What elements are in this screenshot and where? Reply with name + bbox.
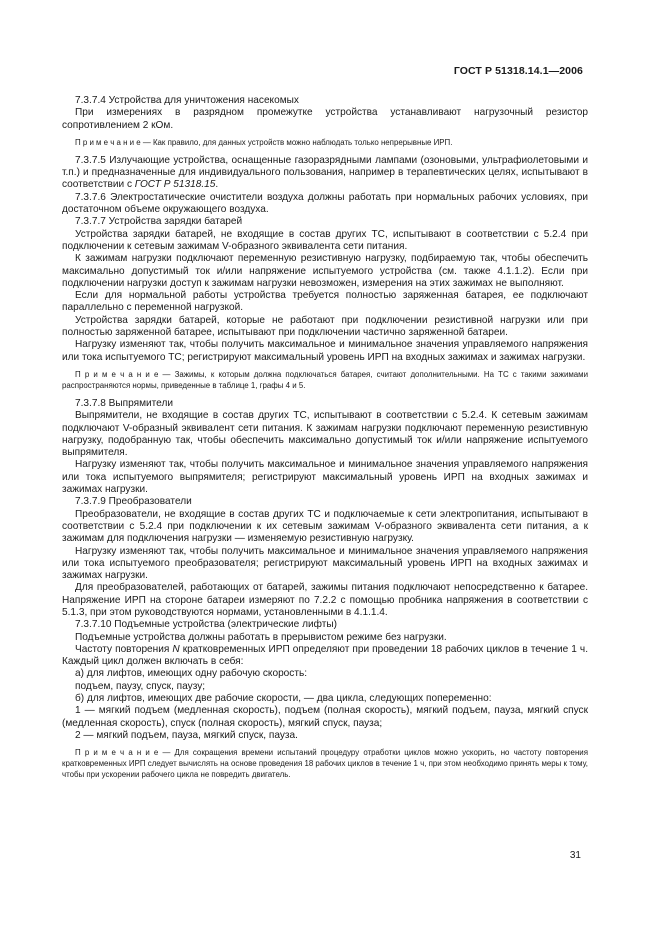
- list-item: б) для лифтов, имеющих две рабочие скорости, — два цикла, следующих попеременно:: [75, 693, 492, 705]
- section-7-3-7-5: 7.3.7.5 Излучающие устройства, оснащенные газоразрядными лампами (озоновыми, ультрафиолетовыми и т.п.) и предназначенные для индивидуального пользования, например в терапевтических целях, испытывают в соответствии с ГОСТ Р 51318.15.: [62, 154, 588, 191]
- paragraph: Для преобразователей, работающих от батарей, зажимы питания подключают непосредственно к батарее. Напряжение ИРП на стороне батареи измеряют по 7.2.2 с помощью пробника напряжения в соответствии с 5.1.3, при этом руководствуются нормами, установленными в 4.1.1.4.: [62, 582, 588, 618]
- paragraph: Частоту повторения N кратковременных ИРП определяют при проведении 18 рабочих циклов в течение 1 ч. Каждый цикл должен включать в себя:: [62, 643, 588, 668]
- note-text: — Для сокращения времени испытаний процедуру отработки циклов можно ускорить, но частоту повторения кратковременных ИРП следует вычислять на основе проведения 18 рабочих циклов в течение 1 ч, при этом необходимо принять меры к тому, чтобы при ускорении рабочего цикла не повредить двигатель.: [62, 748, 588, 780]
- section-7-3-7-7-title: 7.3.7.7 Устройства зарядки батарей: [75, 216, 243, 228]
- document-body: [62, 95, 588, 787]
- note-label: П р и м е ч а н и е: [75, 369, 159, 379]
- variable-n: N: [172, 643, 180, 655]
- section-7-3-7-8-title: 7.3.7.8 Выпрямители: [75, 397, 173, 409]
- note: [62, 369, 588, 391]
- paragraph: Выпрямители, не входящие в состав других ТС, испытывают в соответствии с 5.2.4. К сетевым зажимам подключают V-образный эквивалент сети питания. К зажимам нагрузки подключают переменную резистивную нагрузку, подобранную так, чтобы обеспечить максимально допустимый ток и/или напряжение испытуемого выпрямителя.: [62, 410, 588, 459]
- list-item: 2 — мягкий подъем, пауза, мягкий спуск, пауза.: [75, 729, 298, 741]
- section-7-3-7-10-title: 7.3.7.10 Подъемные устройства (электрические лифты): [75, 619, 337, 631]
- note-label: П р и м е ч а н и е: [75, 748, 159, 758]
- page-number: 31: [569, 850, 581, 861]
- section-7-3-7-9-title: 7.3.7.9 Преобразователи: [75, 496, 192, 508]
- standard-header: ГОСТ Р 51318.14.1—2006: [453, 65, 583, 77]
- paragraph: Подъемные устройства должны работать в прерывистом режиме без нагрузки.: [75, 631, 447, 643]
- note-text: — Как правило, для данных устройств можно наблюдать только непрерывные ИРП.: [140, 137, 453, 147]
- note: [62, 137, 588, 148]
- paragraph: Если для нормальной работы устройства требуется полностью заряженная батарея, ее подключают параллельно с переменной нагрузкой.: [62, 290, 588, 314]
- paragraph: К зажимам нагрузки подключают переменную резистивную нагрузку, подбираемую так, чтобы обеспечить максимально допустимый ток и/или напряжение испытуемого устройства (см. также 4.1.1.2). Если при подключении нагрузки доступ к зажимам нагрузки невозможен, измерения на этих зажимах не выполняют.: [62, 253, 588, 289]
- note-text: — Зажимы, к которым должна подключаться батарея, считают дополнительными. На ТС с такими зажимами распространяются нормы, приведенные в таблице 1, графы 4 и 5.: [62, 369, 588, 390]
- paragraph: При измерениях в разрядном промежутке устройства устанавливают нагрузочный резистор сопротивлением 2 кОм.: [62, 107, 588, 131]
- section-7-3-7-6: 7.3.7.6 Электростатические очистители воздуха должны работать при нормальных рабочих условиях, при достаточном объеме окружающего воздуха.: [62, 191, 588, 216]
- list-item: а) для лифтов, имеющих одну рабочую скорость:: [75, 668, 308, 680]
- paragraph: Устройства зарядки батарей, которые не работают при подключении резистивной нагрузки или при полностью заряженной батарее, испытывают при подключении частично заряженной батареи.: [62, 314, 588, 339]
- paragraph: Устройства зарядки батарей, не входящие в состав других ТС, испытывают в соответствии с 5.2.4 при подключении к сетевым зажимам V-образного эквивалента сети питания.: [62, 228, 588, 252]
- paragraph: Нагрузку изменяют так, чтобы получить максимальное и минимальное значения управляемого напряжения или тока испытуемого ТС; регистрируют максимальный уровень ИРП на входных зажимах и зажимах нагрузки.: [62, 339, 588, 363]
- standard-reference: ГОСТ Р 51318.15: [134, 179, 216, 191]
- note: [62, 747, 588, 780]
- paragraph: Нагрузку изменяют так, чтобы получить максимальное и минимальное значения управляемого напряжения или тока испытуемого выпрямителя; регистрируют максимальный уровень ИРП на входных зажимах и зажимах нагрузки.: [62, 459, 588, 496]
- section-7-3-7-4-title: 7.3.7.4 Устройства для уничтожения насекомых: [75, 95, 299, 106]
- list-item: 1 — мягкий подъем (медленная скорость), подъем (полная скорость), мягкий подъем, пауза, мягкий спуск (медленная скорость), спуск (полная скорость), мягкий спуск, пауза;: [62, 705, 588, 729]
- paragraph: Нагрузку изменяют так, чтобы получить максимальное и минимальное значения управляемого напряжения или тока испытуемого преобразователя; регистрируют максимальный уровень ИРП на входных зажимах и зажимах нагрузки.: [62, 545, 588, 582]
- paragraph: Преобразователи, не входящие в состав других ТС и подключаемые к сети электропитания, испытывают в соответствии с 5.2.4 при подключении к их сетевым зажимам V-образного эквивалента сети питания, а к зажимам для подключения нагрузки — изменяемую резистивную нагрузку.: [62, 508, 588, 545]
- list-item: подъем, паузу, спуск, паузу;: [75, 680, 206, 692]
- note-label: П р и м е ч а н и е: [75, 137, 141, 147]
